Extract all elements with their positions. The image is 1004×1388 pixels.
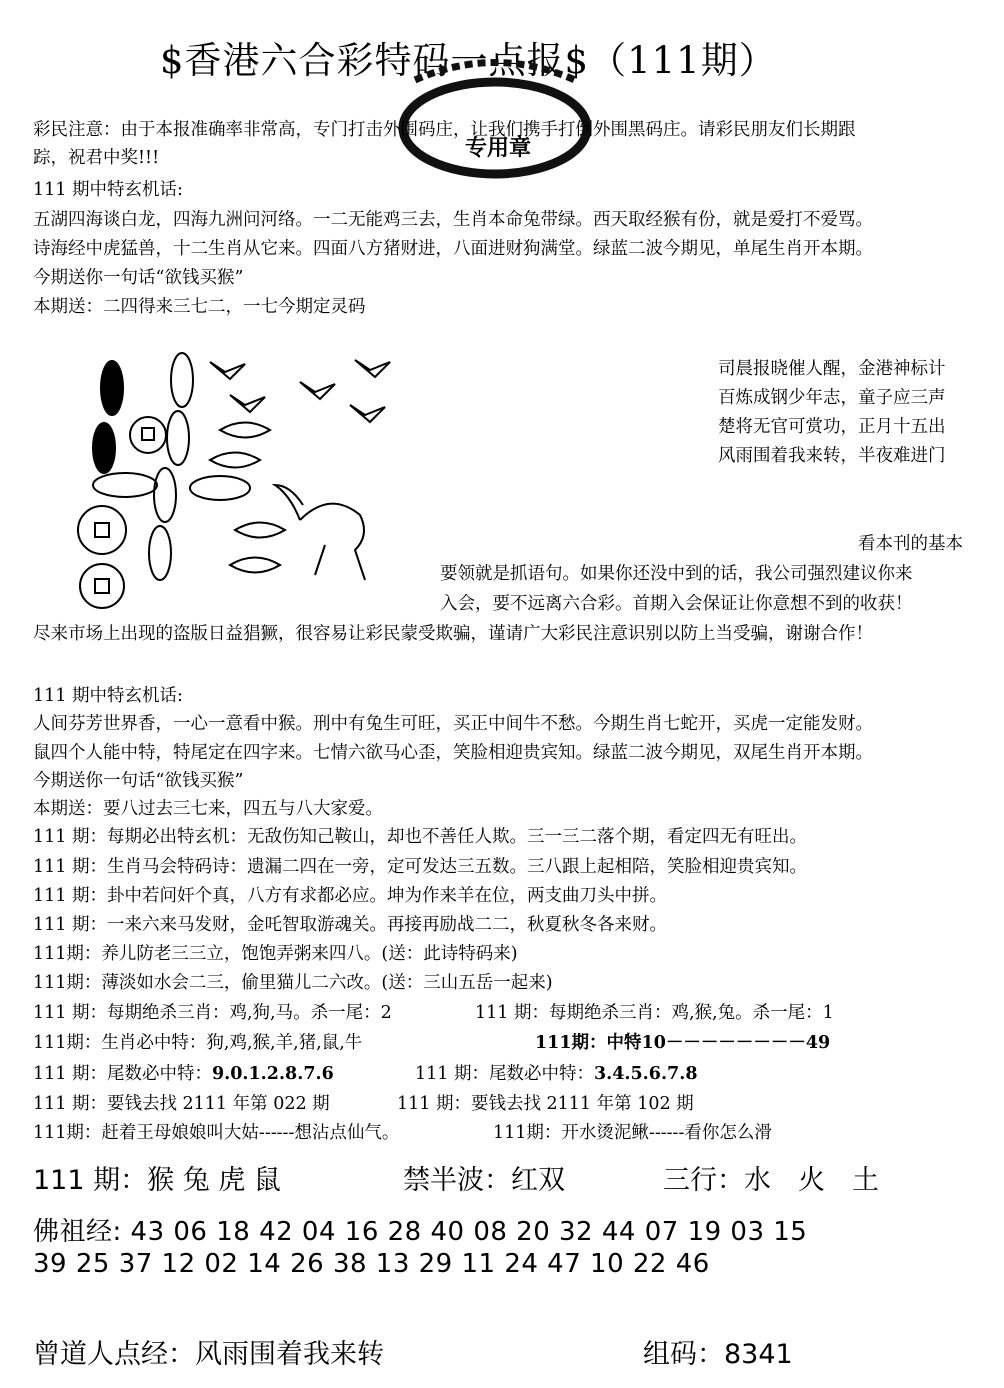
daoren-line: 曾道人点经：风雨围着我来转 xyxy=(33,1339,384,1370)
section2-line: 今期送你一句话“欲钱买猴” xyxy=(33,771,244,791)
section2-line: 本期送：要八过去三七来，四五与八大家爱。 xyxy=(33,799,383,819)
poem-line: 司晨报晓催人醒，金港神标计 xyxy=(718,359,946,379)
section1-line: 本期送：二四得来三七二，一七今期定灵码 xyxy=(33,297,366,317)
promo-line-3: 入会，要不远离六合彩。首期入会保证让你意想不到的收获！ xyxy=(440,594,913,614)
pair-left: 111期：赶着王母娘娘叫大姑------想沾点仙气。 xyxy=(33,1123,400,1143)
stamp-label: 专用章 xyxy=(465,135,532,161)
promo-line-1: 看本刊的基本 xyxy=(858,534,963,554)
section2-line: 111期：薄淡如水会二三，偷里猫儿二六改。(送：三山五岳一起来) xyxy=(33,973,553,993)
promo-line-4: 尽来市场上出现的盗版日益猖獗，很容易让彩民蒙受欺骗，谨请广大彩民注意识别以防上当受骗，谢谢合作！ xyxy=(33,624,873,644)
pair-right: 111 期：要钱去找 2111 年第 102 期 xyxy=(397,1094,694,1114)
section2-line: 111 期：一来六来马发财，金吒智取游魂关。再接再励战二二，秋夏秋冬各来财。 xyxy=(33,915,667,935)
section1-line: 诗海经中虎猛兽，十二生肖从它来。四面八方猪财进，八面进财狗满堂。绿蓝二波今期见，单尾生肖开本期。 xyxy=(33,239,873,259)
pair-left: 111 期：要钱去找 2111 年第 022 期 xyxy=(33,1094,330,1114)
section2-heading: 111 期中特玄机话: xyxy=(33,686,183,706)
fozu-row-2: 39 25 37 12 02 14 26 38 13 29 11 24 47 10 22 46 xyxy=(33,1249,710,1279)
pair-left xyxy=(33,1062,334,1087)
pair-left-label: 111 期：尾数必中特： xyxy=(33,1064,212,1084)
promo-line-2: 要领就是抓语句。如果你还没中到的话，我公司强烈建议你来 xyxy=(440,564,913,584)
section2-line: 111 期：每期必出特玄机：无敌伤知己鞍山，却也不善任人欺。三一三二落个期，看定四无有旺出。 xyxy=(33,827,807,847)
poem-line: 楚将无官可赏功，正月十五出 xyxy=(718,417,946,437)
section1-line: 今期送你一句话“欲钱买猴” xyxy=(33,268,244,288)
page-title: $香港六合彩特码一点报$（111期） xyxy=(160,39,777,82)
summary-zodiac: 111 期：猴 兔 虎 鼠 xyxy=(33,1165,281,1196)
pair-right xyxy=(415,1062,698,1087)
fozu-label: 佛祖经: xyxy=(33,1217,122,1247)
fozu-row-1: 43 06 18 42 04 16 28 40 08 20 32 44 07 19 03 15 xyxy=(130,1217,808,1247)
pair-left: 111 期：每期绝杀三肖：鸡,狗,马。杀一尾：2 xyxy=(33,1003,392,1023)
section1-heading: 111 期中特玄机话: xyxy=(33,180,183,200)
poem-line: 风雨围着我来转，半夜难进门 xyxy=(718,446,946,466)
section2-line: 111期：养儿防老三三立，饱饱弄粥来四八。(送：此诗特码来) xyxy=(33,944,518,964)
notice-line-1: 彩民注意：由于本报准确率非常高，专门打击外围码庄，让我们携手打倒外围黑码庄。请彩民朋友们长期跟 xyxy=(33,120,856,140)
section1-line: 五湖四海谈白龙，四海九洲问河络。一二无能鸡三去，生肖本命兔带绿。西天取经猴有份，就是爱打不爱骂。 xyxy=(33,210,873,230)
pair-right: 111期：中特10－－－－－－－－49 xyxy=(535,1033,831,1053)
pair-right: 111期：开水烫泥鳅------看你怎么滑 xyxy=(493,1123,772,1143)
section2-line: 人间芬芳世界香，一心一意看中猴。刑中有兔生可旺，买正中间牛不愁。今期生肖七蛇开，买虎一定能发财。 xyxy=(33,714,873,734)
pair-right-value: 3.4.5.6.7.8 xyxy=(593,1064,698,1084)
pair-left-value: 9.0.1.2.8.7.6 xyxy=(211,1064,334,1084)
summary-elements: 三行：水 火 土 xyxy=(663,1165,879,1196)
section2-line: 鼠四个人能中特，特尾定在四字来。七情六欲马心歪，笑脸相迎贵宾知。绿蓝二波今期见，双尾生肖开本期。 xyxy=(33,743,873,763)
seal-stamp xyxy=(395,50,595,180)
notice-line-2: 踪，祝君中奖!!! xyxy=(33,148,160,168)
group-code: 组码：8341 xyxy=(643,1339,793,1370)
poem-line: 百炼成钢少年志，童子应三声 xyxy=(718,388,946,408)
section2-line: 111 期：生肖马会特码诗：遗漏二四在一旁，定可发达三五数。三八跟上起相陪，笑脸相迎贵宾知。 xyxy=(33,857,807,877)
summary-ban: 禁半波：红双 xyxy=(403,1165,565,1196)
pair-right-label: 111 期：尾数必中特： xyxy=(415,1064,594,1084)
section2-line: 111 期：卦中若问奸个真，八方有求都必应。坤为作来羊在位，两支曲刀头中拼。 xyxy=(33,886,667,906)
rebus-illustration xyxy=(60,340,440,640)
pair-right: 111 期：每期绝杀三肖：鸡,猴,兔。杀一尾：1 xyxy=(475,1003,834,1023)
pair-left: 111期：生肖必中特：狗,鸡,猴,羊,猪,鼠,牛 xyxy=(33,1033,363,1053)
